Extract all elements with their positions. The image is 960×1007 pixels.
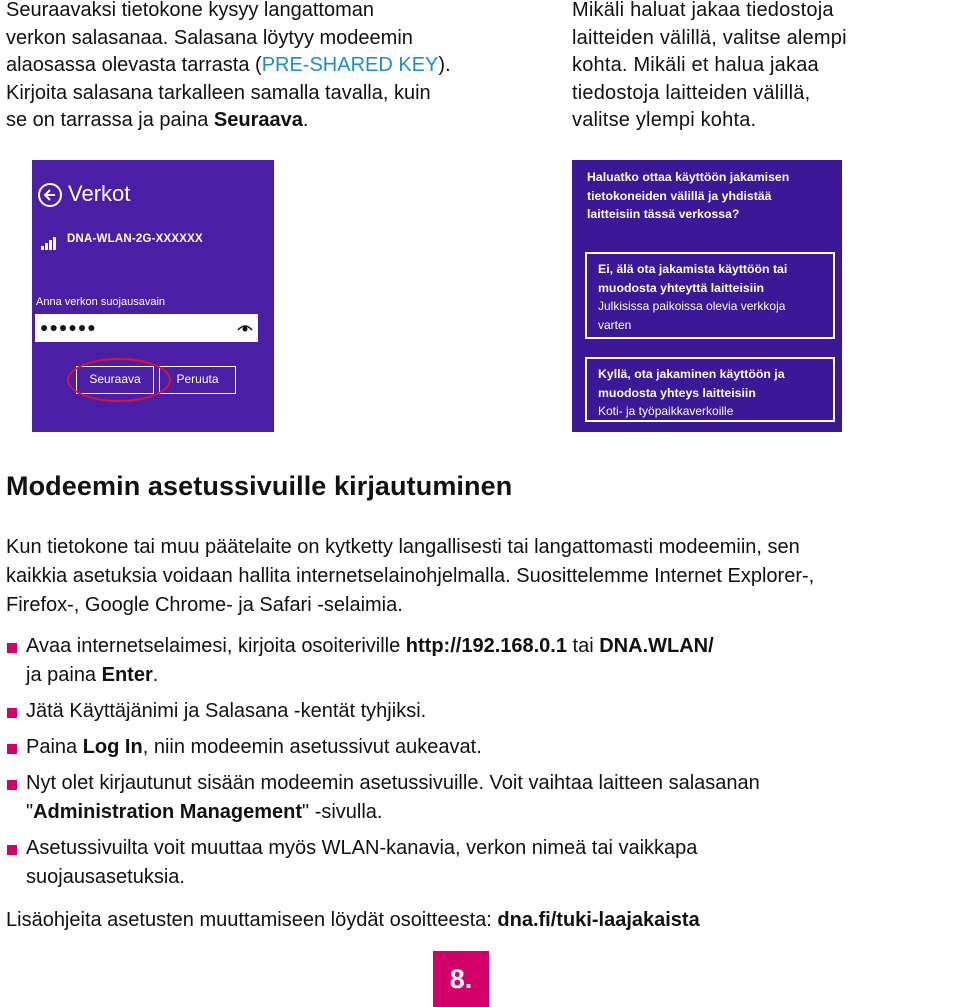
- step-text: .: [152, 664, 159, 686]
- panel-title: Verkot: [68, 181, 131, 206]
- admin-page-label: Administration Management: [33, 801, 303, 823]
- section-body: [6, 533, 956, 620]
- option-heading-line: Ei, älä ota jakamista käyttöön tai: [598, 262, 788, 276]
- bullet-icon: [7, 708, 17, 718]
- option-subtext-line: Julkisissa paikoissa olevia verkkoja: [598, 299, 786, 313]
- list-item: [6, 733, 956, 762]
- option-heading-line: Kyllä, ota jakaminen käyttöön ja: [598, 367, 785, 381]
- wifi-signal-icon: [41, 236, 61, 250]
- intro-right-line: valitse ylempi kohta.: [572, 109, 757, 131]
- body-line: Kun tietokone tai muu päätelaite on kytketty langallisesti tai langattomasti modeemiin, sen: [6, 536, 800, 558]
- intro-left-line: Kirjoita salasana tarkalleen samalla tavalla, kuin: [6, 81, 431, 104]
- option-subtext-line: varten: [598, 317, 632, 332]
- option-heading-line: muodosta yhteys laitteisiin: [598, 385, 756, 400]
- option-subtext: [598, 297, 828, 334]
- network-panel-screenshot: [32, 160, 274, 432]
- bullet-icon: [7, 744, 17, 754]
- intro-right-line: tiedostoja laitteiden välillä,: [572, 81, 811, 104]
- intro-left-line: [6, 52, 536, 80]
- seuraava-emphasis: Seuraava: [213, 109, 303, 131]
- option-heading: [598, 260, 828, 297]
- section-heading: Modeemin asetussivuille kirjautuminen: [6, 471, 513, 501]
- step-line: Jätä Käyttäjänimi ja Salasana -kentät tyhjiksi.: [26, 700, 427, 722]
- list-item: [6, 769, 956, 827]
- sharing-panel-screenshot: [572, 160, 842, 432]
- step-line: [26, 661, 956, 690]
- step-line: [26, 798, 956, 827]
- step-text: ": [26, 801, 34, 823]
- security-key-input[interactable]: [35, 314, 258, 342]
- intro-text: .: [302, 109, 309, 131]
- router-url: http://192.168.0.1: [405, 635, 567, 657]
- bullet-icon: [7, 845, 17, 855]
- security-key-label: Anna verkon suojausavain: [36, 296, 166, 308]
- bullet-icon: [7, 780, 17, 790]
- step-text: Avaa internetselaimesi, kirjoita osoiteriville: [26, 635, 406, 657]
- enter-key-label: Enter: [101, 664, 153, 686]
- step-text: Paina: [26, 736, 83, 758]
- cancel-button[interactable]: Peruuta: [159, 366, 236, 394]
- list-item: [6, 697, 956, 726]
- intro-text: alaosassa olevasta tarrasta (: [6, 54, 262, 76]
- question-line: Haluatko ottaa käyttöön jakamisen: [587, 170, 790, 184]
- list-item: [6, 834, 956, 892]
- option-heading-line: muodosta yhteyttä laitteisiin: [598, 280, 765, 295]
- back-arrow-icon[interactable]: [38, 183, 62, 207]
- footer-text: Lisäohjeita asetusten muuttamiseen löydät osoitteesta:: [6, 909, 498, 931]
- step-text: , niin modeemin asetussivut aukeavat.: [142, 736, 482, 758]
- question-line: laitteisiin tässä verkossa?: [587, 207, 740, 221]
- step-line: [26, 632, 956, 661]
- option-subtext: Koti- ja työpaikkaverkoille: [598, 404, 734, 418]
- highlight-ring: [67, 358, 171, 402]
- step-text: tai: [566, 635, 600, 657]
- page-number: 8.: [433, 951, 489, 1007]
- password-mask: ●●●●●●: [40, 319, 97, 335]
- router-alt-url: DNA.WLAN/: [599, 635, 714, 657]
- sharing-question: [587, 168, 827, 224]
- intro-right-line: Mikäli haluat jakaa tiedostoja: [572, 0, 834, 21]
- bullet-icon: [7, 643, 17, 653]
- question-line: tietokoneiden välillä ja yhdistää: [587, 188, 772, 203]
- list-item: [6, 632, 956, 690]
- option-heading: [598, 365, 828, 402]
- next-button[interactable]: Seuraava: [76, 366, 154, 394]
- option-yes-sharing[interactable]: [585, 357, 835, 422]
- login-label: Log In: [82, 736, 143, 758]
- step-line: Nyt olet kirjautunut sisään modeemin asetussivuille. Voit vaihtaa laitteen salasanan: [26, 772, 760, 794]
- body-line: kaikkia asetuksia voidaan hallita internetselainohjelmalla. Suosittelemme Internet Explorer-,: [6, 565, 815, 587]
- preshared-key-label: PRE-SHARED KEY: [261, 54, 439, 76]
- eye-icon[interactable]: [237, 323, 253, 333]
- step-text: ja paina: [26, 664, 102, 686]
- step-line: Asetussivuilta voit muuttaa myös WLAN-kanavia, verkon nimeä tai vaikkapa: [26, 837, 698, 859]
- intro-text: ).: [438, 54, 451, 76]
- intro-left-line: Seuraavaksi tietokone kysyy langattoman: [6, 0, 374, 21]
- step-line: [26, 733, 956, 762]
- intro-right-line: kohta. Mikäli et halua jakaa: [572, 54, 819, 76]
- intro-right-line: laitteiden välillä, valitse alempi: [572, 26, 847, 49]
- steps-list: [6, 632, 956, 899]
- intro-left-line: verkon salasanaa. Salasana löytyy modeemin: [6, 26, 413, 49]
- support-link[interactable]: dna.fi/tuki-laajakaista: [497, 909, 700, 931]
- option-no-sharing[interactable]: [585, 252, 835, 339]
- intro-left-line: [6, 107, 536, 135]
- step-text: " -sivulla.: [302, 801, 383, 823]
- network-ssid: DNA-WLAN-2G-XXXXXX: [67, 233, 203, 245]
- footer-note: [6, 906, 700, 935]
- step-line: suojausasetuksia.: [26, 866, 185, 888]
- intro-text: se on tarrassa ja paina: [6, 109, 214, 131]
- intro-left-text: [6, 0, 536, 135]
- body-line: Firefox-, Google Chrome- ja Safari -selaimia.: [6, 594, 403, 616]
- intro-right-text: [572, 0, 952, 135]
